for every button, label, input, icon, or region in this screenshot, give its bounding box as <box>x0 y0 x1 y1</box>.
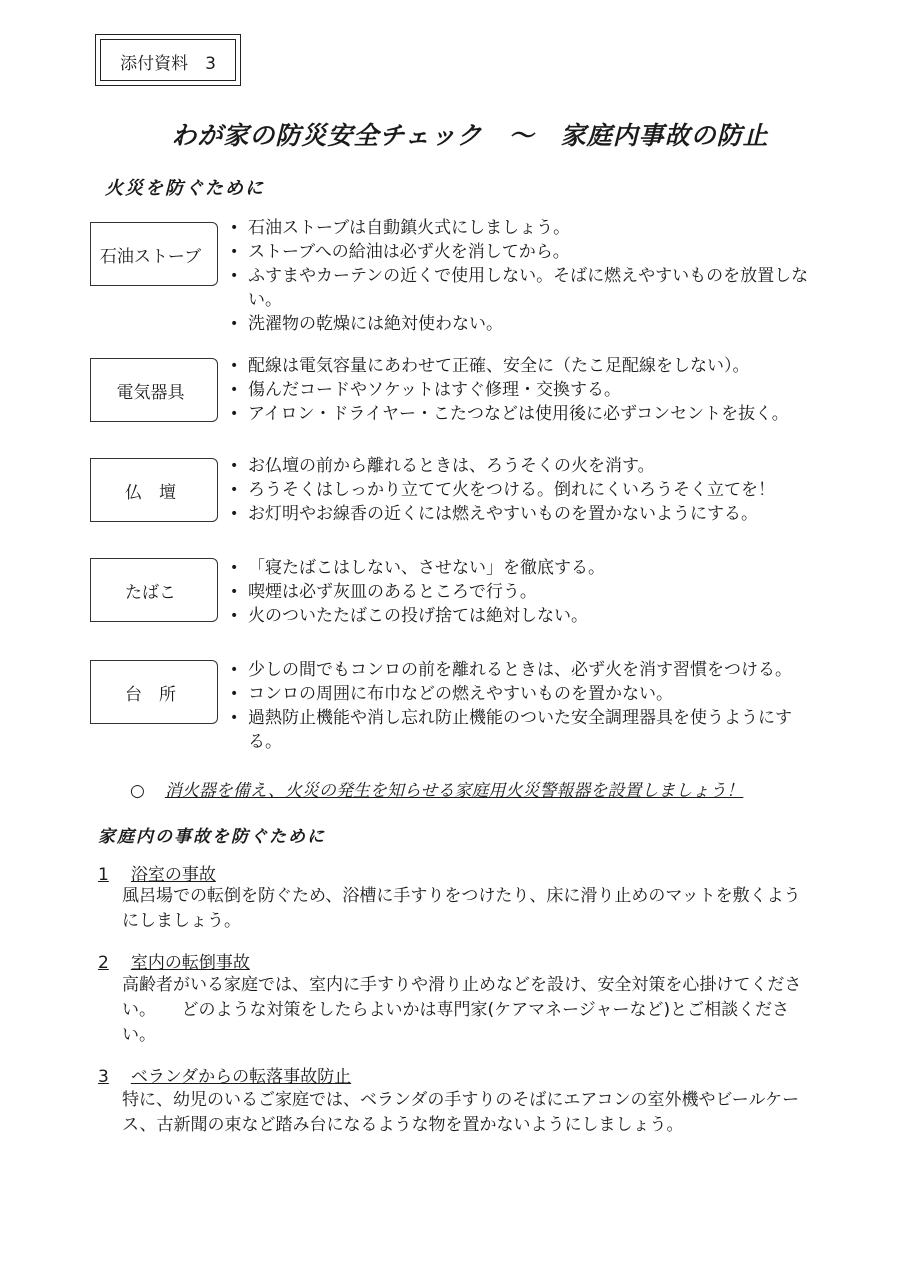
list-item: • 傷んだコードやソケットはすぐ修理・交換する。 <box>228 378 824 402</box>
electrical-list <box>228 354 824 426</box>
item-number: 1 <box>98 865 109 885</box>
accident-item-body: 風呂場での転倒を防ぐため、浴槽に手すりをつけたり、床に滑り止めのマットを敷くようにしましょう。 <box>122 886 801 931</box>
item-title: 室内の転倒事故 <box>130 953 250 973</box>
list-item: • ろうそくはしっかり立てて火をつける。倒れにくいろうそく立てを！ <box>228 478 824 502</box>
list-item: • 洗濯物の乾燥には絶対使わない。 <box>228 312 824 336</box>
list-item: • コンロの周囲に布巾などの燃えやすいものを置かない。 <box>228 682 824 706</box>
page-title: わが家の防災安全チェック 〜 家庭内事故の防止 <box>171 121 769 150</box>
category-label: 電気器具 <box>116 382 185 403</box>
fire-section-heading: 火災を防ぐために <box>105 178 265 199</box>
category-box-altar <box>90 458 210 522</box>
item-title: ベランダからの転落事故防止 <box>130 1067 352 1087</box>
accident-item-body: 特に、幼児のいるご家庭では、ベランダの手すりのそばにエアコンの室外機やビールケース、古新聞の束など踏み台になるような物を置かないようにしましょう。 <box>122 1090 800 1135</box>
list-item: • ふすまやカーテンの近くで使用しない。そばに燃えやすいものを放置しない。 <box>228 264 824 312</box>
accident-section-heading: 家庭内の事故を防ぐために <box>98 827 326 847</box>
item-number: 2 <box>98 953 109 973</box>
list-item: • 喫煙は必ず灰皿のあるところで行う。 <box>228 580 824 604</box>
category-label: たばこ <box>125 582 176 603</box>
list-item: • 石油ストーブは自動鎮火式にしましょう。 <box>228 216 824 240</box>
accident-item-heading <box>98 948 250 973</box>
attachment-label: 添付資料 3 <box>120 54 216 74</box>
list-item: • 少しの間でもコンロの前を離れるときは、必ず火を消す習慣をつける。 <box>228 658 824 682</box>
list-item: • お仏壇の前から離れるときは、ろうそくの火を消す。 <box>228 454 824 478</box>
list-item: • ストーブへの給油は必ず火を消してから。 <box>228 240 824 264</box>
kerosene-stove-list <box>228 216 824 336</box>
circle-icon: ○ <box>130 781 145 801</box>
list-item: • お灯明やお線香の近くには燃えやすいものを置かないようにする。 <box>228 502 824 526</box>
list-item: • 配線は電気容量にあわせて正確、安全に（たこ足配線をしない）。 <box>228 354 824 378</box>
category-box-kitchen <box>90 660 210 724</box>
fire-alarm-notice <box>130 776 743 801</box>
list-item: • アイロン・ドライヤー・こたつなどは使用後に必ずコンセントを抜く。 <box>228 402 824 426</box>
list-item: • 過熱防止機能や消し忘れ防止機能のついた安全調理器具を使うようにする。 <box>228 706 824 754</box>
attachment-label-box <box>95 34 241 86</box>
category-box-electrical <box>90 358 210 422</box>
list-item: • 火のついたたばこの投げ捨ては絶対しない。 <box>228 604 824 628</box>
kitchen-list <box>228 658 824 754</box>
altar-list <box>228 454 824 526</box>
accident-item-body: 高齢者がいる家庭では、室内に手すりや滑り止めなどを設け、安全対策を心掛けてください。 どのような対策をしたらよいかは専門家(ケアマネージャーなど)とご相談ください。 <box>122 975 802 1045</box>
item-number: 3 <box>98 1067 109 1087</box>
notice-text: 消火器を備え、火災の発生を知らせる家庭用火災警報器を設置しましょう！ <box>164 781 744 801</box>
category-box-kerosene-stove <box>90 222 210 286</box>
item-title: 浴室の事故 <box>130 865 216 885</box>
list-item: • 「寝たばこはしない、させない」を徹底する。 <box>228 556 824 580</box>
tobacco-list <box>228 556 824 628</box>
category-label: 仏 壇 <box>125 482 176 503</box>
accident-item-heading <box>98 860 216 885</box>
accident-item-heading <box>98 1062 351 1087</box>
category-label: 台 所 <box>125 684 176 705</box>
category-box-tobacco <box>90 558 210 622</box>
category-label: 石油ストーブ <box>99 246 202 267</box>
